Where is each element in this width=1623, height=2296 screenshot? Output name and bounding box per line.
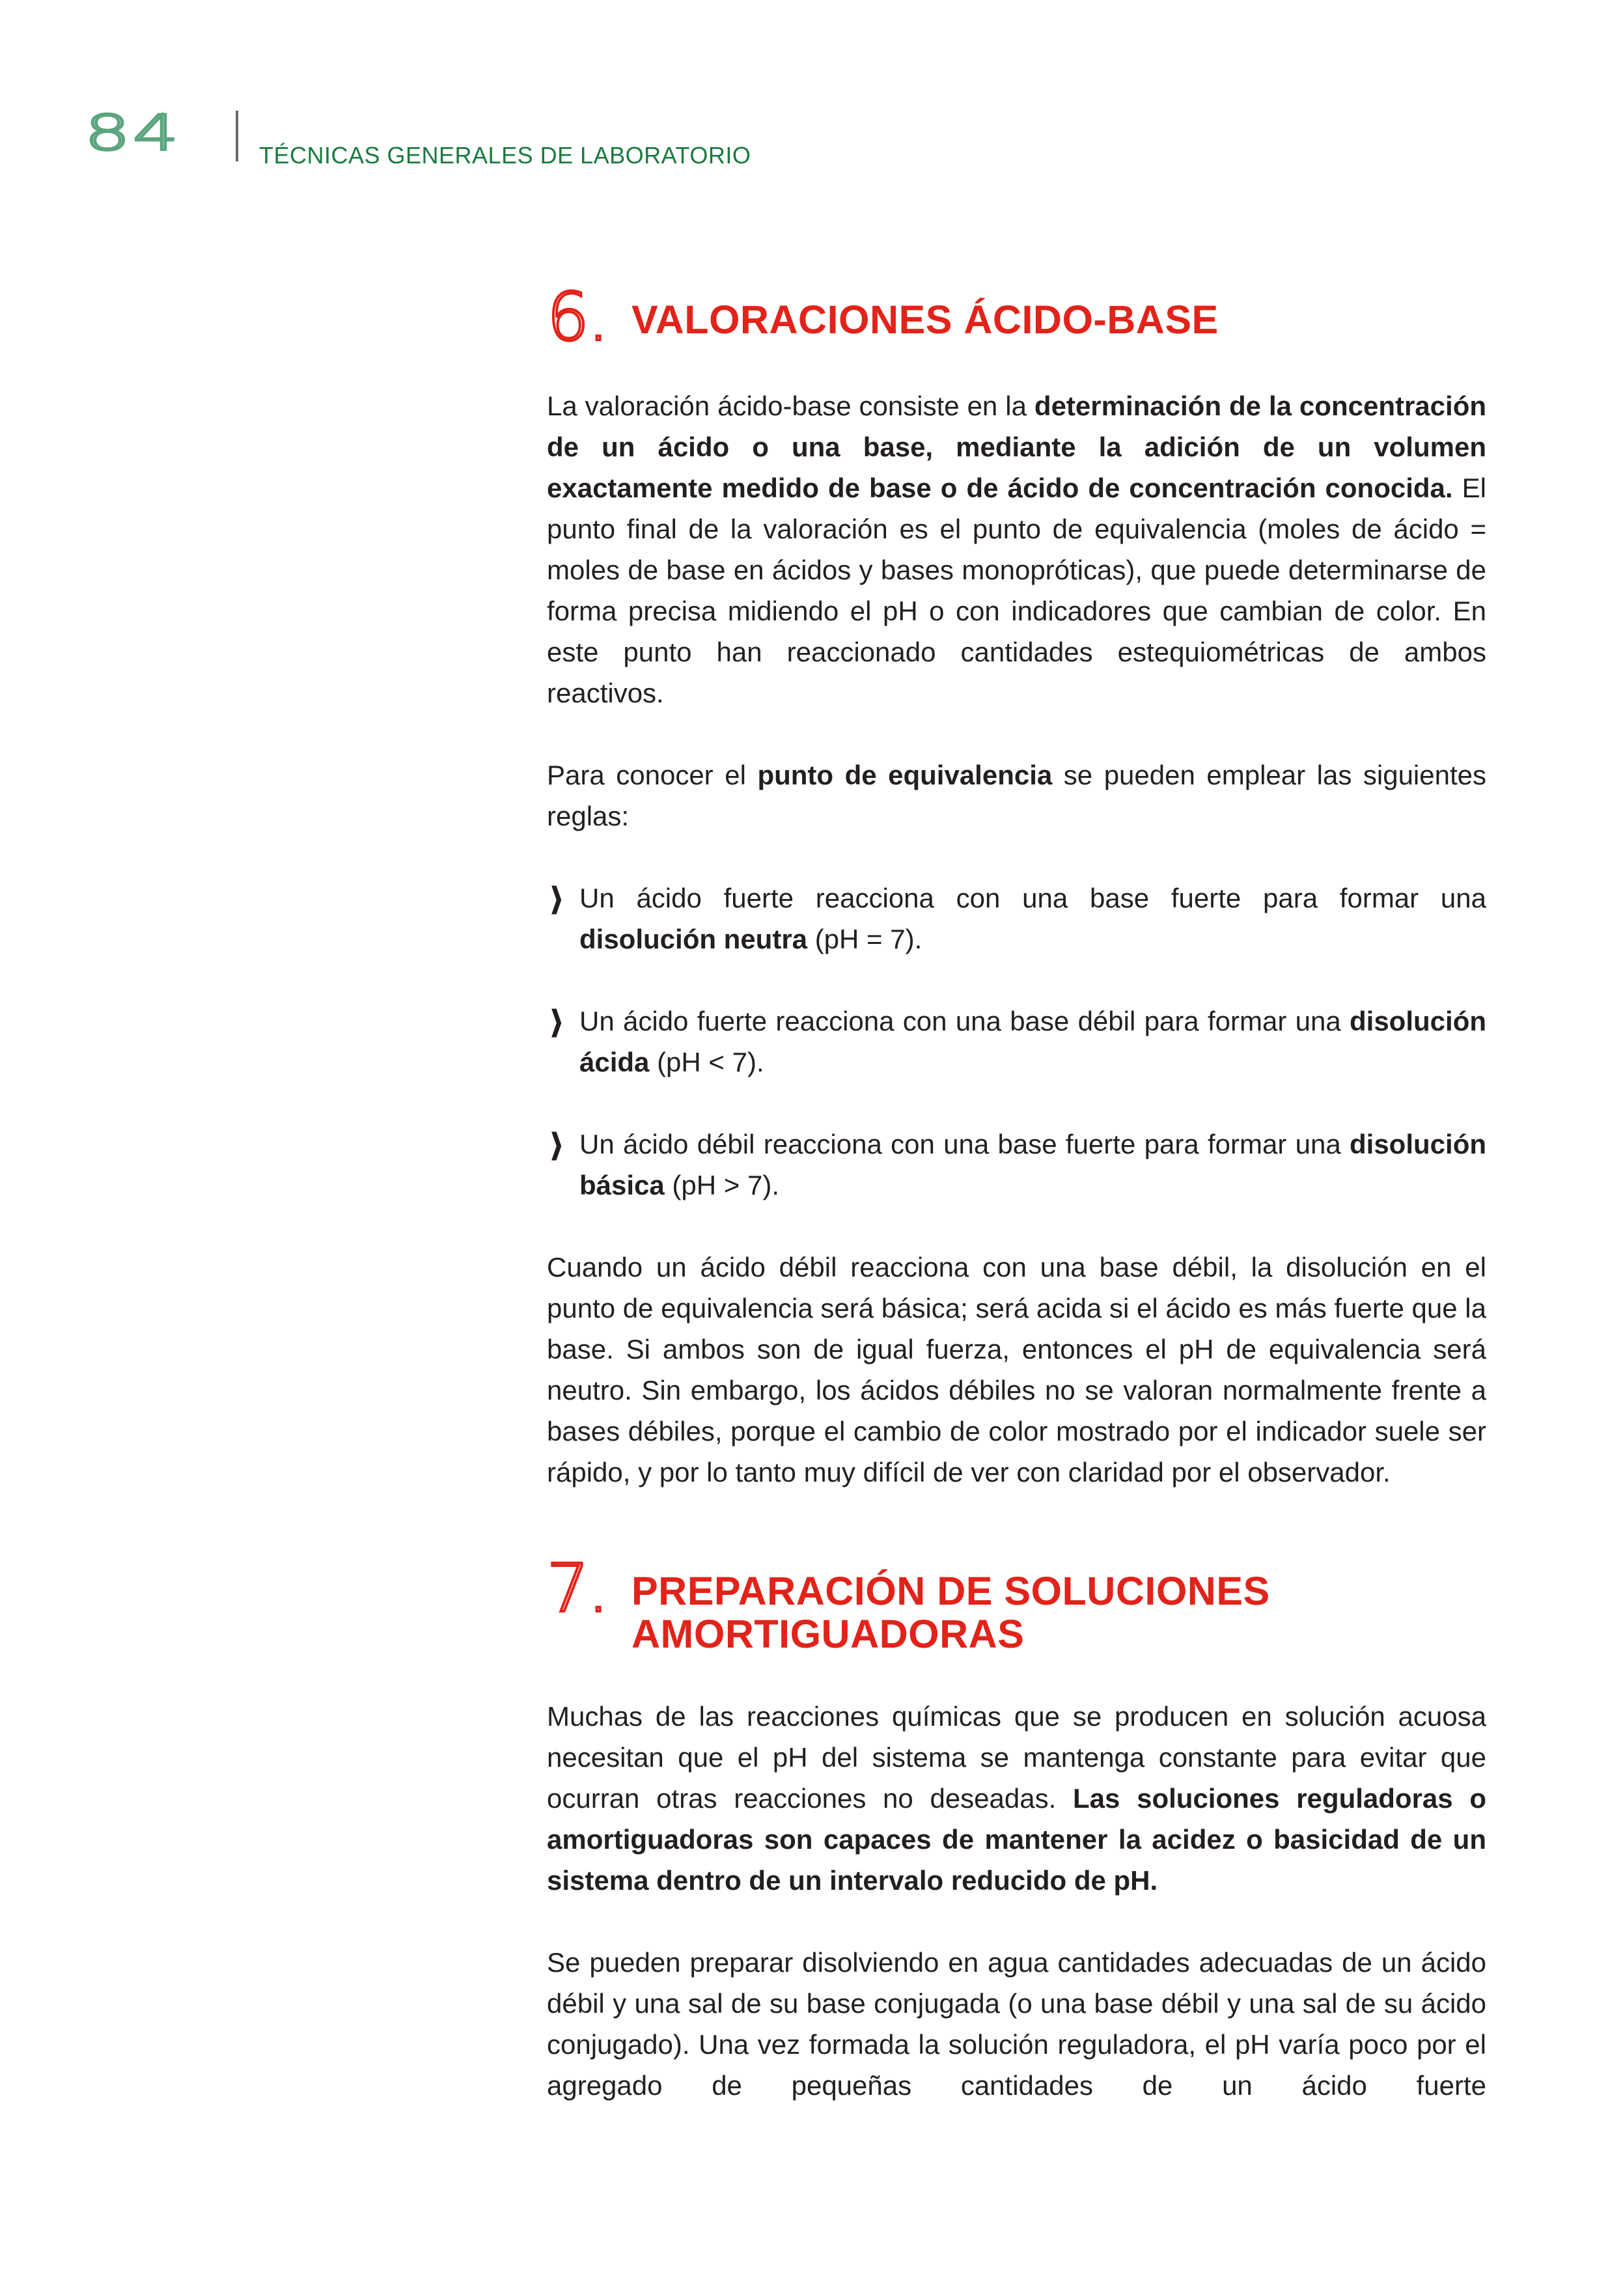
page-number: 84 <box>85 104 181 161</box>
bullet-marker-icon: ❱ <box>548 882 565 914</box>
rule-text <box>579 1129 1486 1200</box>
rule-text <box>579 883 1486 954</box>
bullet-marker-icon: ❱ <box>548 1128 565 1160</box>
rule-text <box>579 1006 1486 1077</box>
text-run: Un ácido fuerte reacciona con una base fuerte para formar una <box>579 883 1486 913</box>
list-item <box>547 878 1486 960</box>
equivalence-rules-list <box>547 878 1486 1206</box>
bold-text-run: disolución ácida <box>579 1006 1486 1077</box>
section-6-paragraph-3 <box>547 1247 1486 1493</box>
section-6-heading <box>547 279 1486 356</box>
text-run: (pH > 7). <box>664 1170 779 1200</box>
section-7-paragraph-1 <box>547 1696 1486 1901</box>
text-run: Cuando un ácido débil reacciona con una base débil, la disolución en el punto de equivalencia será básica; será acida si el ácido es más fuerte que la base. Si ambos son de igual fuerza, entonces el pH de equivalencia será neutro. Sin embargo, los ácidos débiles no se valoran normalmente frente a bases débiles, porque el cambio de color mostrado por el indicador suele ser rápido, y por lo tanto muy difícil de ver con claridad por el observador. <box>547 1252 1486 1487</box>
bold-text-run: determinación de la concentración de un ácido o una base, mediante la adición de un volumen exactamente medido de base o de ácido de concentración conocida. <box>547 391 1487 503</box>
bold-text-run: disolución básica <box>579 1129 1486 1200</box>
list-item <box>547 1001 1486 1083</box>
text-run: se pueden emplear las siguientes reglas: <box>547 760 1486 831</box>
bold-text-run: Las soluciones reguladoras o amortiguadoras son capaces de mantener la acidez o basicidad de un sistema dentro de un intervalo reducido de pH. <box>547 1783 1486 1896</box>
section-7-number: 7. <box>547 1550 608 1627</box>
section-7-paragraph-2 <box>547 1942 1486 2106</box>
text-run: Un ácido fuerte reacciona con una base débil para formar una <box>579 1006 1350 1036</box>
text-run: La valoración ácido-base consiste en la <box>547 391 1034 421</box>
bullet-marker-icon: ❱ <box>548 1005 565 1037</box>
list-item <box>547 1124 1486 1206</box>
header-divider <box>236 111 238 161</box>
section-6-number: 6. <box>547 279 608 356</box>
text-run: (pH < 7). <box>649 1047 764 1077</box>
section-6-paragraph-1 <box>547 385 1486 713</box>
main-content <box>547 279 1487 2106</box>
section-7-title <box>631 1558 1270 1655</box>
bold-text-run: disolución neutra <box>579 924 808 954</box>
running-title: TÉCNICAS GENERALES DE LABORATORIO <box>259 142 751 169</box>
section-7-title-line-2: AMORTIGUADORAS <box>631 1612 1025 1656</box>
section-6-paragraph-2 <box>547 754 1486 837</box>
section-7-heading <box>547 1550 1486 1656</box>
text-run: Para conocer el <box>547 760 758 790</box>
text-run: Un ácido débil reacciona con una base fuerte para formar una <box>579 1129 1350 1159</box>
bold-text-run: punto de equivalencia <box>757 760 1053 790</box>
text-run: Se pueden preparar disolviendo en agua cantidades adecuadas de un ácido débil y una sal de su base conjugada (o una base débil y una sal de su ácido conjugado). Una vez formada la solución reguladora, el pH varía poco por el agregado de pequeñas cantidades de un ácido fuerte <box>547 1947 1486 2101</box>
section-7-title-line-1: PREPARACIÓN DE SOLUCIONES <box>631 1569 1270 1613</box>
text-run: Muchas de las reacciones químicas que se producen en solución acuosa necesitan que el pH del sistema se mantenga constante para evitar que ocurran otras reacciones no deseadas. <box>547 1701 1486 1814</box>
section-6-title: VALORACIONES ÁCIDO-BASE <box>631 297 1219 342</box>
text-run: (pH = 7). <box>807 924 922 954</box>
text-run: El punto final de la valoración es el punto de equivalencia (moles de ácido = moles de base en ácidos y bases monopróticas), que puede determinarse de forma precisa midiendo el pH o con indicadores que cambian de color. En este punto han reaccionado cantidades estequiométricas de ambos reactivos. <box>547 473 1486 708</box>
